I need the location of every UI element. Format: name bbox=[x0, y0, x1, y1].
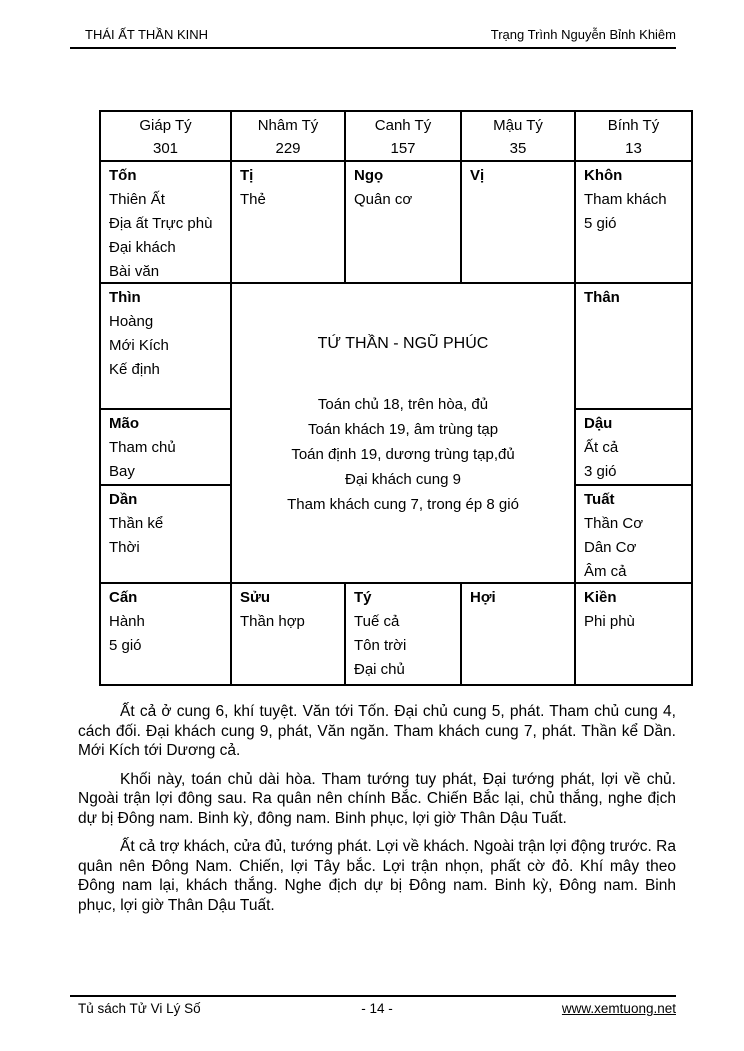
year-cell-canh-ty bbox=[346, 112, 462, 162]
commentary-text bbox=[78, 702, 676, 924]
cell-can-line: 5 gió bbox=[109, 637, 142, 654]
cell-dan-line: Thời bbox=[109, 539, 140, 556]
year-value: 35 bbox=[509, 140, 527, 157]
year-value: 229 bbox=[275, 140, 301, 157]
footer-series-title: Tủ sách Tử Vi Lý Số bbox=[78, 1001, 201, 1016]
cell-can-line: Hành bbox=[109, 613, 145, 630]
body-paragraph-2: Khối này, toán chủ dài hòa. Tham tướng tuy phát, Đại tướng phát, lợi về chủ. Ngoài trận lợi đông sau. Ra quân nên chính Bắc. Chiến Bắc lại, chủ thắng, nghe địch dự bị Đông nam. Binh kỳ, đông nam. Binh phục, lợi giờ Thân Dậu Tuất. bbox=[78, 770, 676, 827]
year-name: Mậu Tý bbox=[493, 117, 543, 134]
cell-hoi-label: Hợi bbox=[470, 589, 496, 606]
center-lines bbox=[232, 392, 574, 517]
year-cell-nham-ty bbox=[232, 112, 346, 162]
page-header bbox=[70, 27, 676, 49]
cell-khon bbox=[576, 162, 691, 284]
cell-ty-line: Đại chủ bbox=[354, 661, 405, 678]
author-name: Trạng Trình Nguyễn Bỉnh Khiêm bbox=[490, 27, 676, 42]
year-cell-giap-ty bbox=[101, 112, 232, 162]
cell-can bbox=[101, 584, 232, 684]
website-link[interactable]: www.xemtuong.net bbox=[561, 1001, 676, 1016]
cell-dau-label: Dậu bbox=[584, 415, 613, 432]
center-line: Đại khách cung 9 bbox=[345, 471, 461, 488]
cell-khon-label: Khôn bbox=[584, 167, 623, 184]
cell-mao-label: Mão bbox=[109, 415, 139, 432]
cell-tuat-line: Thần Cơ bbox=[584, 515, 644, 532]
cell-ton-line: Đại khách bbox=[109, 239, 176, 256]
cell-dau-line: 3 gió bbox=[584, 463, 617, 480]
cell-ton-line: Thiên Ất bbox=[109, 191, 165, 208]
cell-than bbox=[576, 284, 691, 410]
astrology-chart-table bbox=[99, 110, 693, 686]
cell-than-label: Thân bbox=[584, 289, 620, 306]
cell-vi-label: Vị bbox=[470, 167, 485, 184]
page-footer bbox=[70, 995, 676, 1016]
year-value: 13 bbox=[625, 140, 642, 157]
year-name: Canh Tý bbox=[374, 117, 432, 134]
cell-ngo bbox=[346, 162, 462, 284]
year-cell-mau-ty bbox=[462, 112, 576, 162]
cell-ty-label: Tý bbox=[354, 589, 372, 606]
cell-ti-label: Tị bbox=[240, 167, 254, 184]
center-line: Toán chủ 18, trên hòa, đủ bbox=[317, 396, 489, 413]
cell-khon-line: Tham khách bbox=[584, 191, 667, 208]
cell-suu-label: Sửu bbox=[240, 589, 271, 606]
cell-thin bbox=[101, 284, 232, 410]
cell-ngo-line: Quân cơ bbox=[354, 191, 413, 208]
cell-ty-line: Tôn trời bbox=[354, 637, 407, 654]
cell-ton-line: Địa ất Trực phù bbox=[109, 215, 213, 232]
center-line: Tham khách cung 7, trong ép 8 gió bbox=[287, 496, 519, 513]
body-paragraph-1: Ất cả ở cung 6, khí tuyệt. Văn tới Tốn. Đại chủ cung 5, phát. Tham chủ cung 4, cách đối. Đại khách cung 9, phát, Văn ngăn. Tham khách cung 7, phát. Thần kể Dần. Mới Kích tới Dương cả. bbox=[78, 703, 676, 759]
cell-tuat-line: Dân Cơ bbox=[584, 539, 637, 556]
year-value: 157 bbox=[390, 140, 416, 157]
cell-vi bbox=[462, 162, 576, 284]
cell-ton-line: Bài văn bbox=[109, 263, 160, 280]
cell-dau-line: Ất cả bbox=[584, 439, 619, 456]
cell-dau bbox=[576, 410, 691, 486]
center-line: Toán khách 19, âm trùng tạp bbox=[307, 421, 499, 438]
cell-dan-line: Thần kể bbox=[109, 515, 164, 532]
book-title: THÁI ẤT THẦN KINH bbox=[85, 27, 209, 42]
cell-mao-line: Tham chủ bbox=[109, 439, 176, 456]
cell-can-label: Cấn bbox=[109, 589, 138, 606]
cell-dan-label: Dần bbox=[109, 491, 138, 508]
cell-ton-label: Tốn bbox=[109, 167, 137, 184]
cell-ngo-label: Ngọ bbox=[354, 167, 384, 184]
cell-ti-line: Thẻ bbox=[240, 191, 266, 208]
cell-suu-line: Thần hợp bbox=[240, 613, 305, 630]
year-name: Giáp Tý bbox=[139, 117, 192, 134]
cell-kien-line: Phi phù bbox=[584, 613, 635, 630]
cell-thin-line: Kế định bbox=[109, 361, 160, 378]
year-cell-binh-ty bbox=[576, 112, 691, 162]
cell-thin-line: Hoàng bbox=[109, 313, 154, 330]
center-summary-cell bbox=[232, 284, 576, 584]
cell-ty-line: Tuế cả bbox=[354, 613, 400, 630]
cell-tuat-line: Âm cả bbox=[584, 563, 627, 580]
body-paragraph-3: Ất cả trợ khách, cửa đủ, tướng phát. Lợi về khách. Ngoài trận lợi động trước. Ra quân nên Đông Nam. Chiến, lợi Tây bắc. Lợi trận nhọn, phất cờ đỏ. Khí mây theo Đông nam lại, khách thắng. Nghe địch dự bị Đông nam. Binh kỳ, Đông nam. Binh phục, lợi giờ Thân Dậu Tuất. bbox=[78, 838, 676, 914]
cell-mao bbox=[101, 410, 232, 486]
cell-thin-label: Thìn bbox=[109, 289, 141, 306]
year-name: Bính Tý bbox=[607, 117, 660, 134]
page-number: - 14 - bbox=[361, 1001, 393, 1016]
center-title: TỨ THẦN - NGŨ PHÚC bbox=[317, 335, 489, 352]
cell-mao-line: Bay bbox=[109, 463, 135, 480]
year-value: 301 bbox=[152, 140, 179, 157]
cell-ti bbox=[232, 162, 346, 284]
center-line: Toán định 19, dương trùng tạp,đủ bbox=[291, 446, 515, 463]
year-name: Nhâm Tý bbox=[257, 117, 319, 134]
cell-ton bbox=[101, 162, 232, 284]
cell-thin-line: Mới Kích bbox=[109, 337, 169, 354]
cell-kien bbox=[576, 584, 691, 684]
cell-dan bbox=[101, 486, 232, 584]
cell-tuat bbox=[576, 486, 691, 584]
cell-ty bbox=[346, 584, 462, 684]
cell-hoi bbox=[462, 584, 576, 684]
cell-khon-line: 5 gió bbox=[584, 215, 617, 232]
cell-kien-label: Kiền bbox=[584, 589, 617, 606]
cell-tuat-label: Tuất bbox=[584, 491, 615, 508]
cell-suu bbox=[232, 584, 346, 684]
